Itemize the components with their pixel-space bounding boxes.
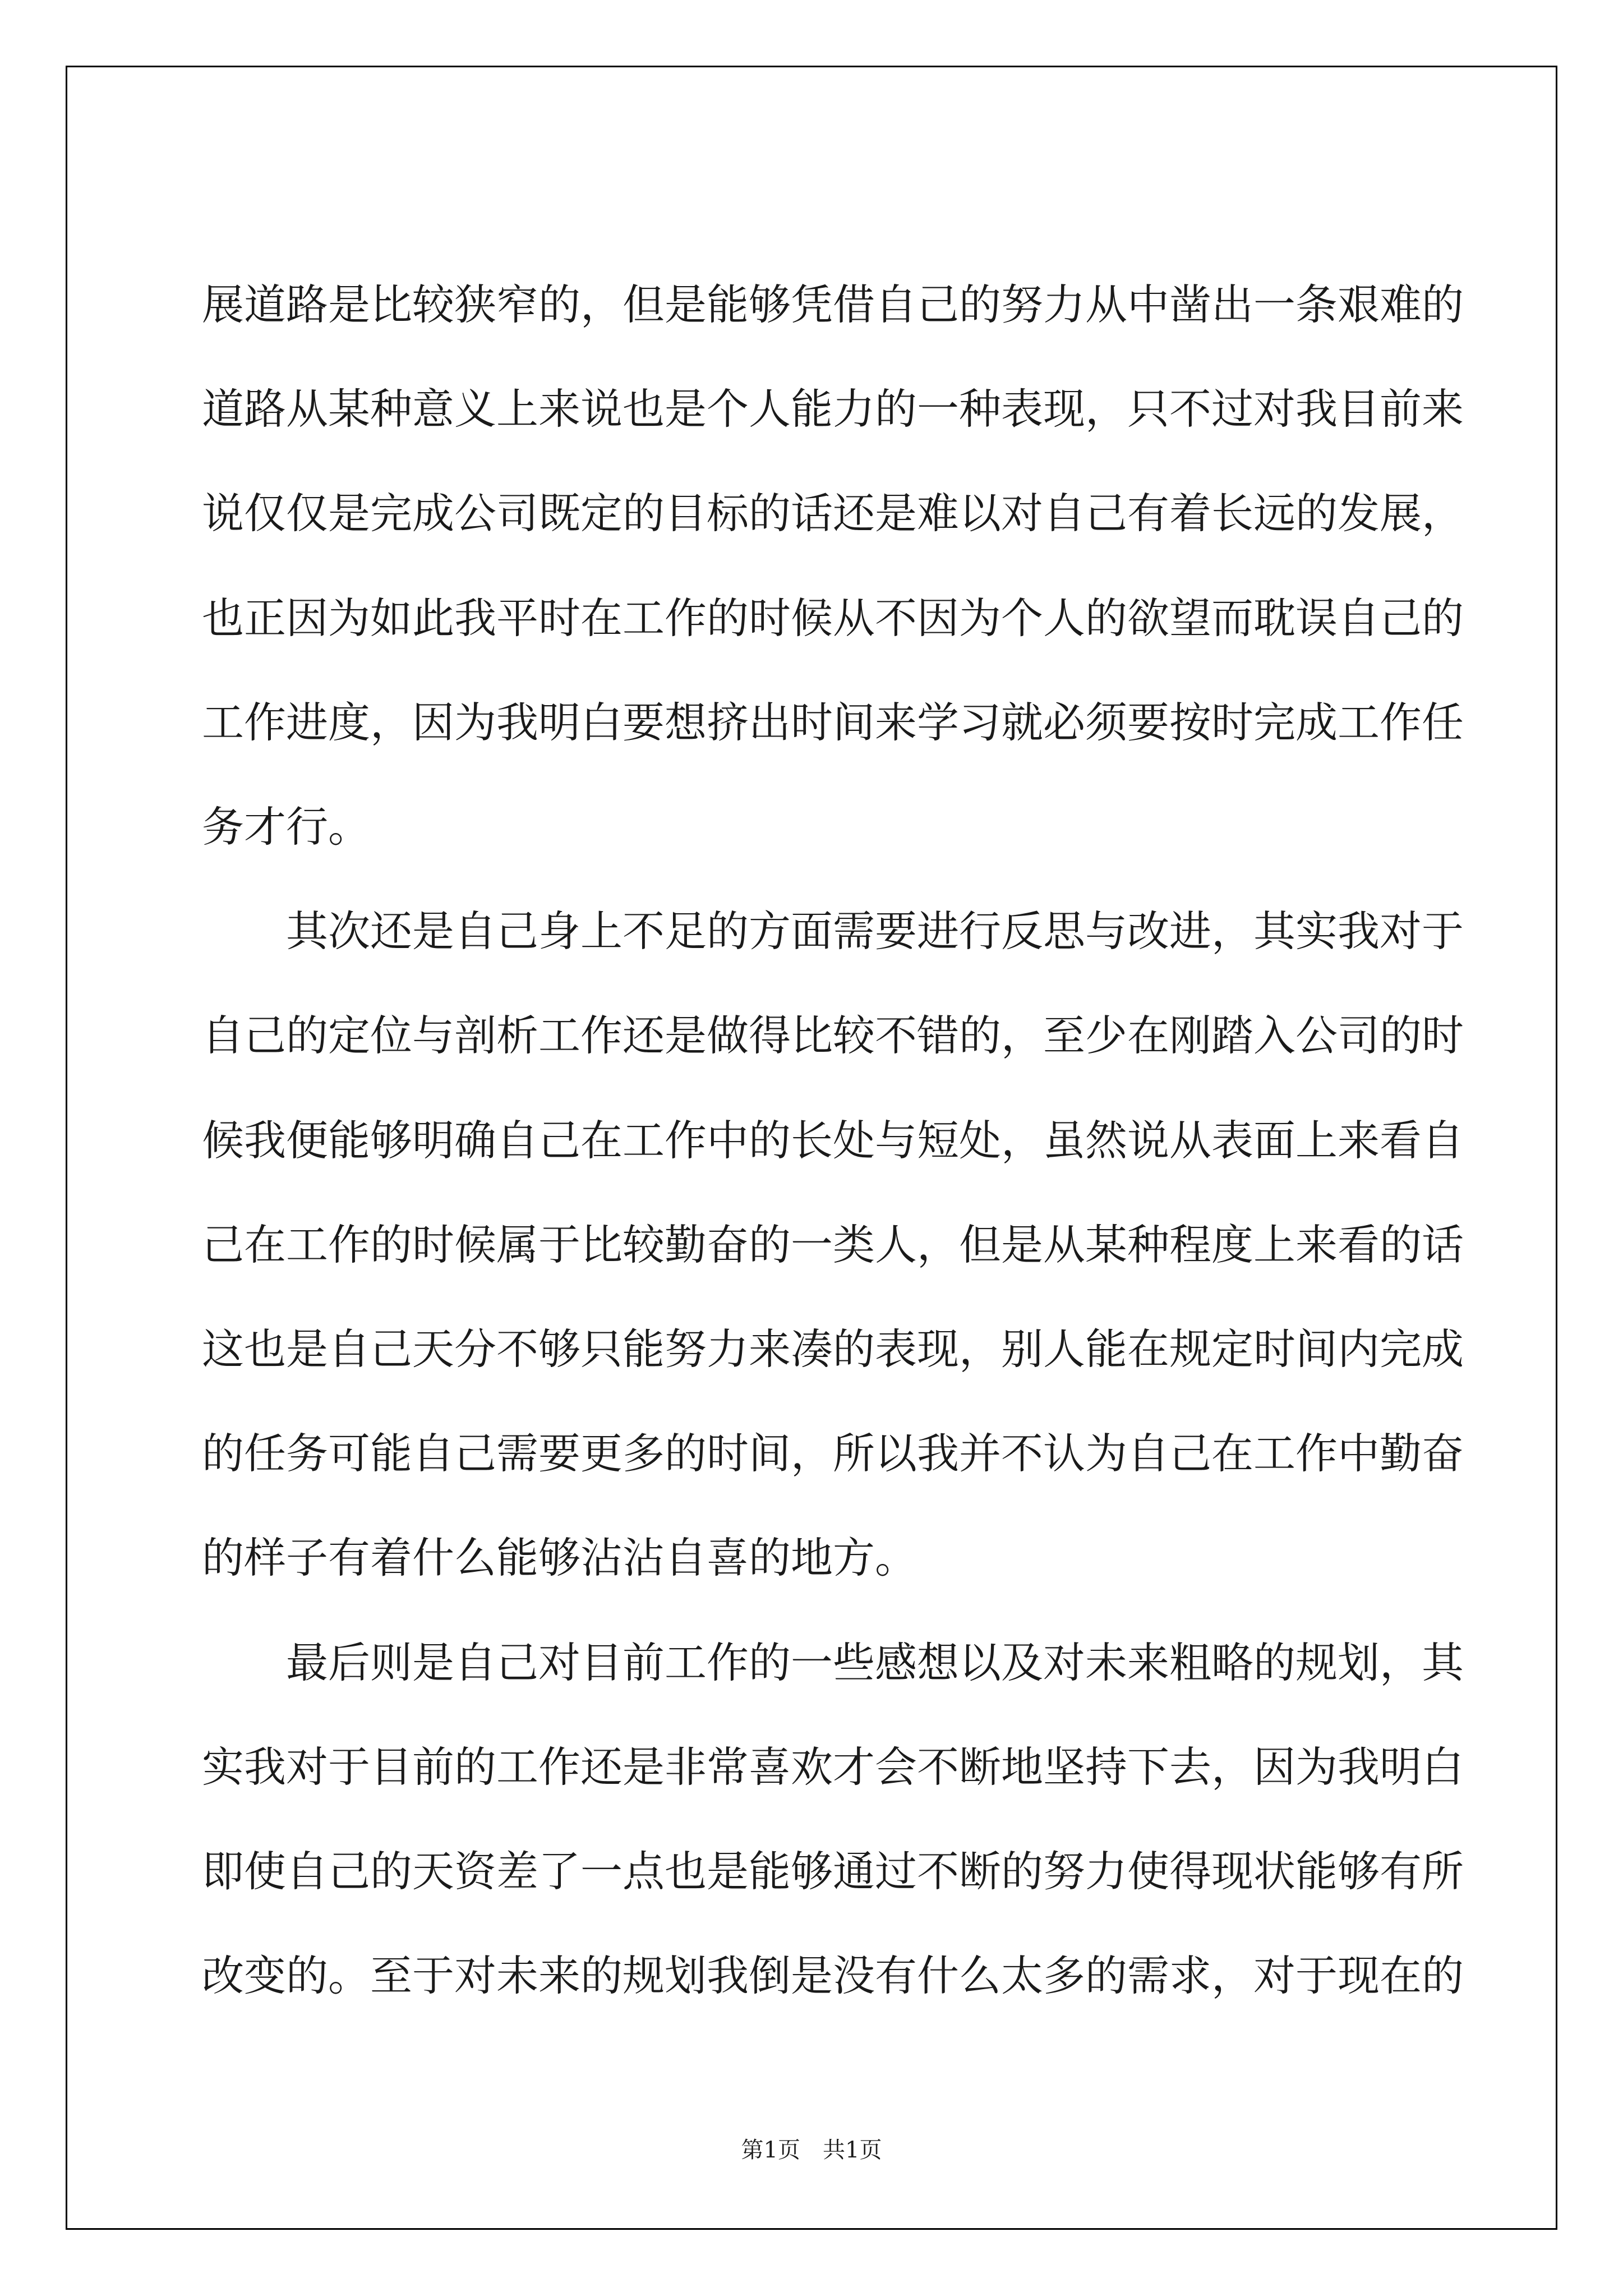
paragraph-3: 最后则是自己对目前工作的一些感想以及对未来粗略的规划，其实我对于目前的工作还是非常喜欢才会不断地坚持下去，因为我明白即使自己的天资差了一点也是能够通过不断的努力使得现状能够有所改变的。至于对未来的规划我倒是没有什么太多的需求，对于现在的 [202, 1637, 1464, 2001]
paragraph-2: 其次还是自己身上不足的方面需要进行反思与改进，其实我对于自己的定位与剖析工作还是做得比较不错的，至少在刚踏入公司的时候我便能够明确自己在工作中的长处与短处，虽然说从表面上来看自己在工作的时候属于比较勤奋的一类人，但是从某种程度上来看的话这也是自己天分不够只能努力来凑的表现，别人能在规定时间内完成的任务可能自己需要更多的时间，所以我并不认为自己在工作中勤奋的样子有着什么能够沾沾自喜的地方。 [202, 907, 1464, 1583]
document-page [66, 66, 1557, 2230]
document-body [202, 252, 1464, 2028]
page-footer: 第1页 共1页 [741, 2137, 882, 2163]
paragraph-1: 展道路是比较狭窄的，但是能够凭借自己的努力从中凿出一条艰难的道路从某种意义上来说也是个人能力的一种表现，只不过对我目前来说仅仅是完成公司既定的目标的话还是难以对自己有着长远的发展，也正因为如此我平时在工作的时候从不因为个人的欲望而耽误自己的工作进度，因为我明白要想挤出时间来学习就必须要按时完成工作任务才行。 [202, 280, 1464, 852]
